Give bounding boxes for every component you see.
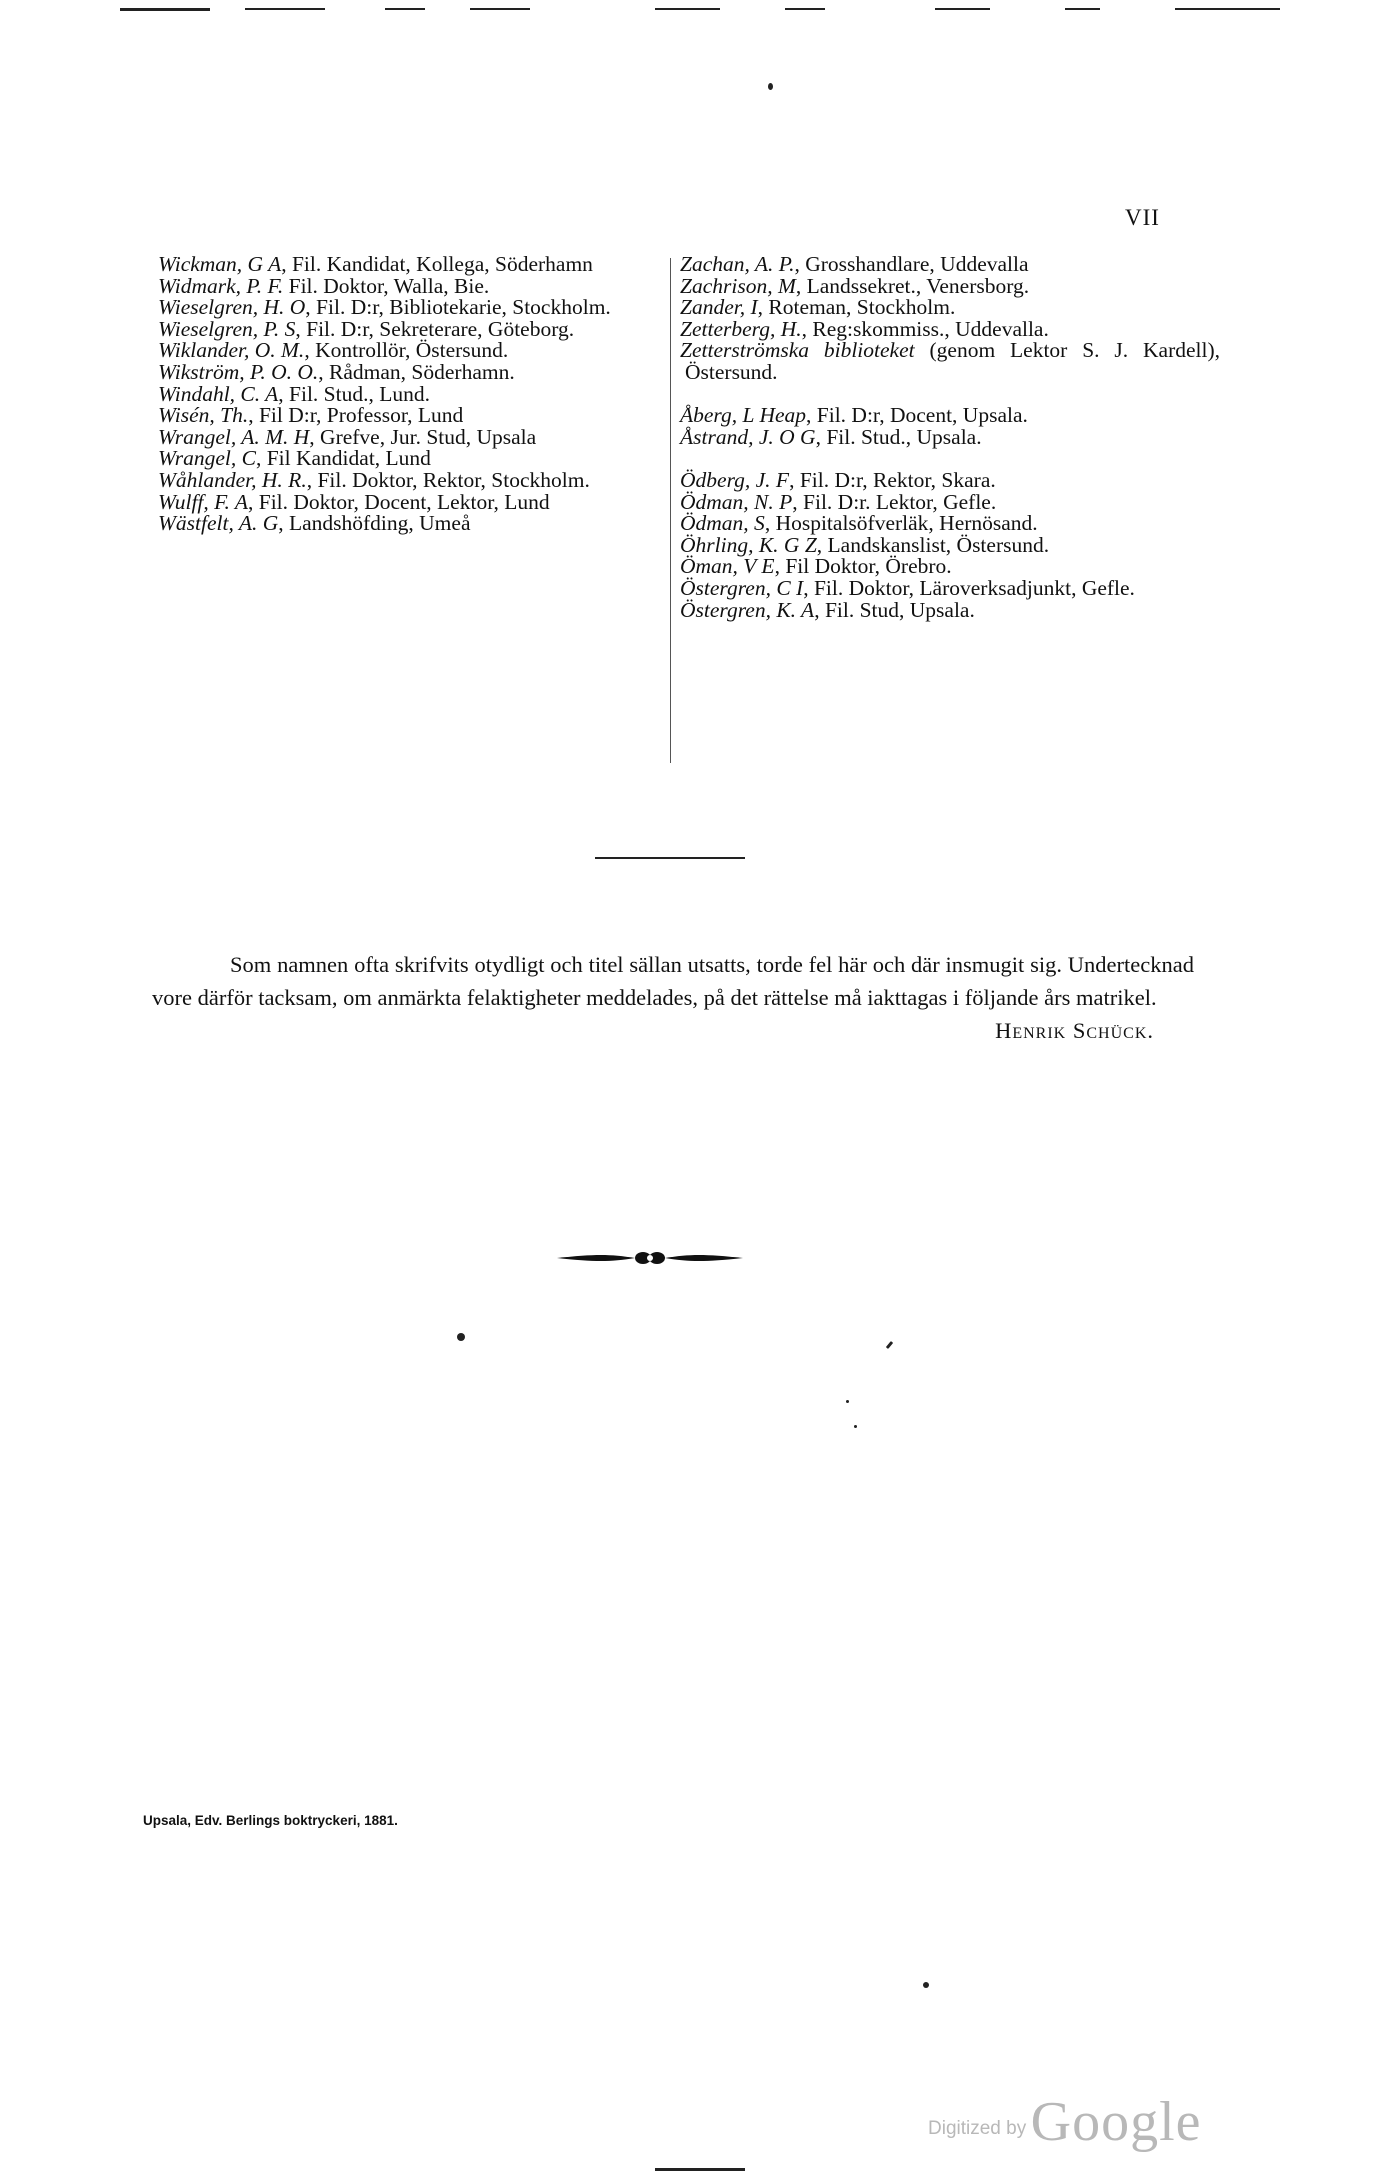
entry-details: , Fil. D:r. Lektor, Gefle. — [792, 489, 997, 514]
entry-name: Wikström, P. O. O. — [158, 359, 319, 384]
entry-details: , Fil D:r, Professor, Lund — [248, 403, 464, 428]
entry-name: Östergren, K. A — [680, 597, 815, 622]
top-scan-line — [120, 8, 210, 11]
entry-name: Zetterströmska biblioteket — [680, 338, 915, 363]
entry-name: Wieselgren, P. S — [158, 316, 296, 341]
entry-details: (genom Lektor S. J. Kardell), Östersund. — [685, 338, 1221, 384]
register-entry — [680, 254, 1220, 276]
entry-name: Ödman, S — [680, 511, 765, 536]
register-entry — [158, 297, 658, 319]
top-scan-line — [385, 8, 425, 10]
entry-details: , Fil. Stud, Upsala. — [814, 597, 975, 622]
section-rule — [595, 857, 745, 859]
entry-name: Wästfelt, A. G — [158, 511, 279, 536]
register-entry — [680, 575, 1220, 600]
register-entry — [158, 316, 658, 341]
entry-details: , Fil. D:r, Bibliotekarie, Stockholm. — [305, 295, 611, 320]
entry-details: , Fil Doktor, Örebro. — [774, 554, 952, 579]
register-entry — [680, 467, 1220, 492]
entry-details: , Fil. D:r, Sekreterare, Göteborg. — [295, 316, 575, 341]
ink-speck — [846, 1400, 849, 1403]
left-column-register — [158, 254, 658, 535]
entry-name: Ödman, N. P — [680, 489, 793, 514]
entry-details: , Landssekret., Venersborg. — [795, 273, 1030, 298]
entry-name: Widmark, P. F. — [158, 273, 284, 298]
entry-name: Ödberg, J. F — [680, 467, 790, 492]
register-entry — [680, 405, 1220, 427]
entry-details: , Fil. Doktor, Rektor, Stockholm. — [306, 467, 590, 492]
ink-speck — [923, 1982, 929, 1988]
register-entry — [158, 489, 658, 514]
entry-details: , Fil. Doktor, Docent, Lektor, Lund — [248, 489, 550, 514]
register-entry — [158, 405, 658, 427]
register-entry — [680, 556, 1220, 578]
entry-name: Åstrand, J. O G — [680, 424, 816, 449]
entry-details: , Grosshandlare, Uddevalla — [794, 252, 1029, 276]
entry-details: Fil. Doktor, Walla, Bie. — [283, 273, 490, 298]
entry-details: , Fil. Stud., Lund. — [278, 381, 430, 406]
top-scan-line — [655, 8, 720, 10]
top-scan-line — [1175, 8, 1280, 10]
top-scan-line — [470, 8, 530, 10]
bottom-scan-line — [655, 2168, 745, 2171]
ink-speck — [854, 1425, 857, 1428]
watermark-brand-logo: Google — [1030, 2091, 1202, 2153]
entry-name: Zachrison, M — [680, 273, 796, 298]
register-entry — [158, 467, 658, 492]
entry-details: , Roteman, Stockholm. — [757, 295, 956, 320]
entry-name: Öhrling, K. G Z — [680, 532, 817, 557]
entry-name: Zachan, A. P. — [680, 252, 795, 276]
ornament-divider — [555, 1248, 745, 1268]
entry-details: , Grefve, Jur. Stud, Upsala — [309, 424, 537, 449]
entry-name: Wickman, G A — [158, 252, 282, 276]
register-entry — [680, 273, 1220, 298]
entry-name: Zetterberg, H. — [680, 316, 802, 341]
register-entry — [680, 316, 1220, 341]
entry-details: , Landskanslist, Östersund. — [816, 532, 1050, 557]
entry-name: Wulff, F. A — [158, 489, 248, 514]
entry-name: Åberg, L Heap — [680, 403, 807, 428]
register-entry — [680, 532, 1220, 557]
register-entry — [158, 254, 658, 276]
register-entry — [158, 359, 658, 384]
top-scan-line — [1065, 8, 1100, 10]
register-entry — [680, 424, 1220, 449]
entry-name: Wrangel, C — [158, 446, 256, 471]
entry-details: , Fil Kandidat, Lund — [255, 446, 431, 471]
editorial-note — [152, 948, 1194, 1047]
top-scan-line — [245, 8, 325, 10]
register-entry — [680, 297, 1220, 319]
column-divider — [670, 258, 671, 763]
entry-details: , Fil. D:r, Rektor, Skara. — [789, 467, 996, 492]
register-entry — [680, 597, 1220, 622]
entry-name: Zander, I — [680, 295, 758, 320]
top-scan-line — [935, 8, 990, 10]
entry-details: , Kontrollör, Östersund. — [304, 338, 509, 363]
entry-details: , Fil. D:r, Docent, Upsala. — [806, 403, 1028, 428]
page-number: VII — [1125, 205, 1160, 230]
digitization-watermark — [928, 2090, 1202, 2154]
entry-details: , Rådman, Söderhamn. — [318, 359, 515, 384]
ink-speck — [457, 1333, 465, 1341]
entry-name: Wåhlander, H. R. — [158, 467, 307, 492]
group-gap — [680, 384, 1220, 406]
register-entry — [158, 448, 658, 470]
entry-name: Östergren, C I — [680, 575, 804, 600]
ink-speck — [886, 1341, 893, 1349]
top-scan-line — [785, 8, 825, 10]
entry-name: Wieselgren, H. O — [158, 295, 306, 320]
signature: Henrik Schück. — [995, 1018, 1154, 1043]
entry-details: , Reg:skommiss., Uddevalla. — [801, 316, 1049, 341]
register-entry — [158, 513, 658, 535]
entry-name: Wiklander, O. M. — [158, 338, 305, 363]
entry-details: , Fil. Kandidat, Kollega, Söderhamn — [281, 252, 593, 276]
register-entry — [158, 340, 658, 362]
register-entry — [158, 381, 658, 406]
printer-imprint: Upsala, Edv. Berlings boktryckeri, 1881. — [143, 1813, 398, 1828]
entry-details: , Landshöfding, Umeå — [278, 511, 471, 536]
register-entry — [158, 273, 658, 298]
register-entry — [680, 513, 1220, 535]
entry-name: Wrangel, A. M. H — [158, 424, 310, 449]
register-entry — [680, 489, 1220, 514]
right-column-register — [680, 254, 1220, 621]
entry-name: Windahl, C. A — [158, 381, 279, 406]
entry-details: , Fil. Doktor, Läroverksadjunkt, Gefle. — [803, 575, 1135, 600]
watermark-prefix: Digitized by — [928, 2118, 1027, 2139]
entry-details: , Fil. Stud., Upsala. — [815, 424, 982, 449]
entry-details: , Hospitalsöfverläk, Hernösand. — [764, 511, 1038, 536]
note-paragraph: Som namnen ofta skrifvits otydligt och titel sällan utsatts, torde fel här och där insmugit sig. Undertecknad vore därför tacksam, om anmärkta felaktigheter meddelades, på det rättelse må iakttagas i följande års matrikel. — [152, 952, 1194, 1010]
entry-name: Öman, V E — [680, 554, 775, 579]
group-gap — [680, 448, 1220, 470]
register-entry — [158, 424, 658, 449]
ink-speck — [768, 83, 773, 90]
register-entry — [680, 340, 1220, 383]
entry-name: Wisén, Th. — [158, 403, 249, 428]
